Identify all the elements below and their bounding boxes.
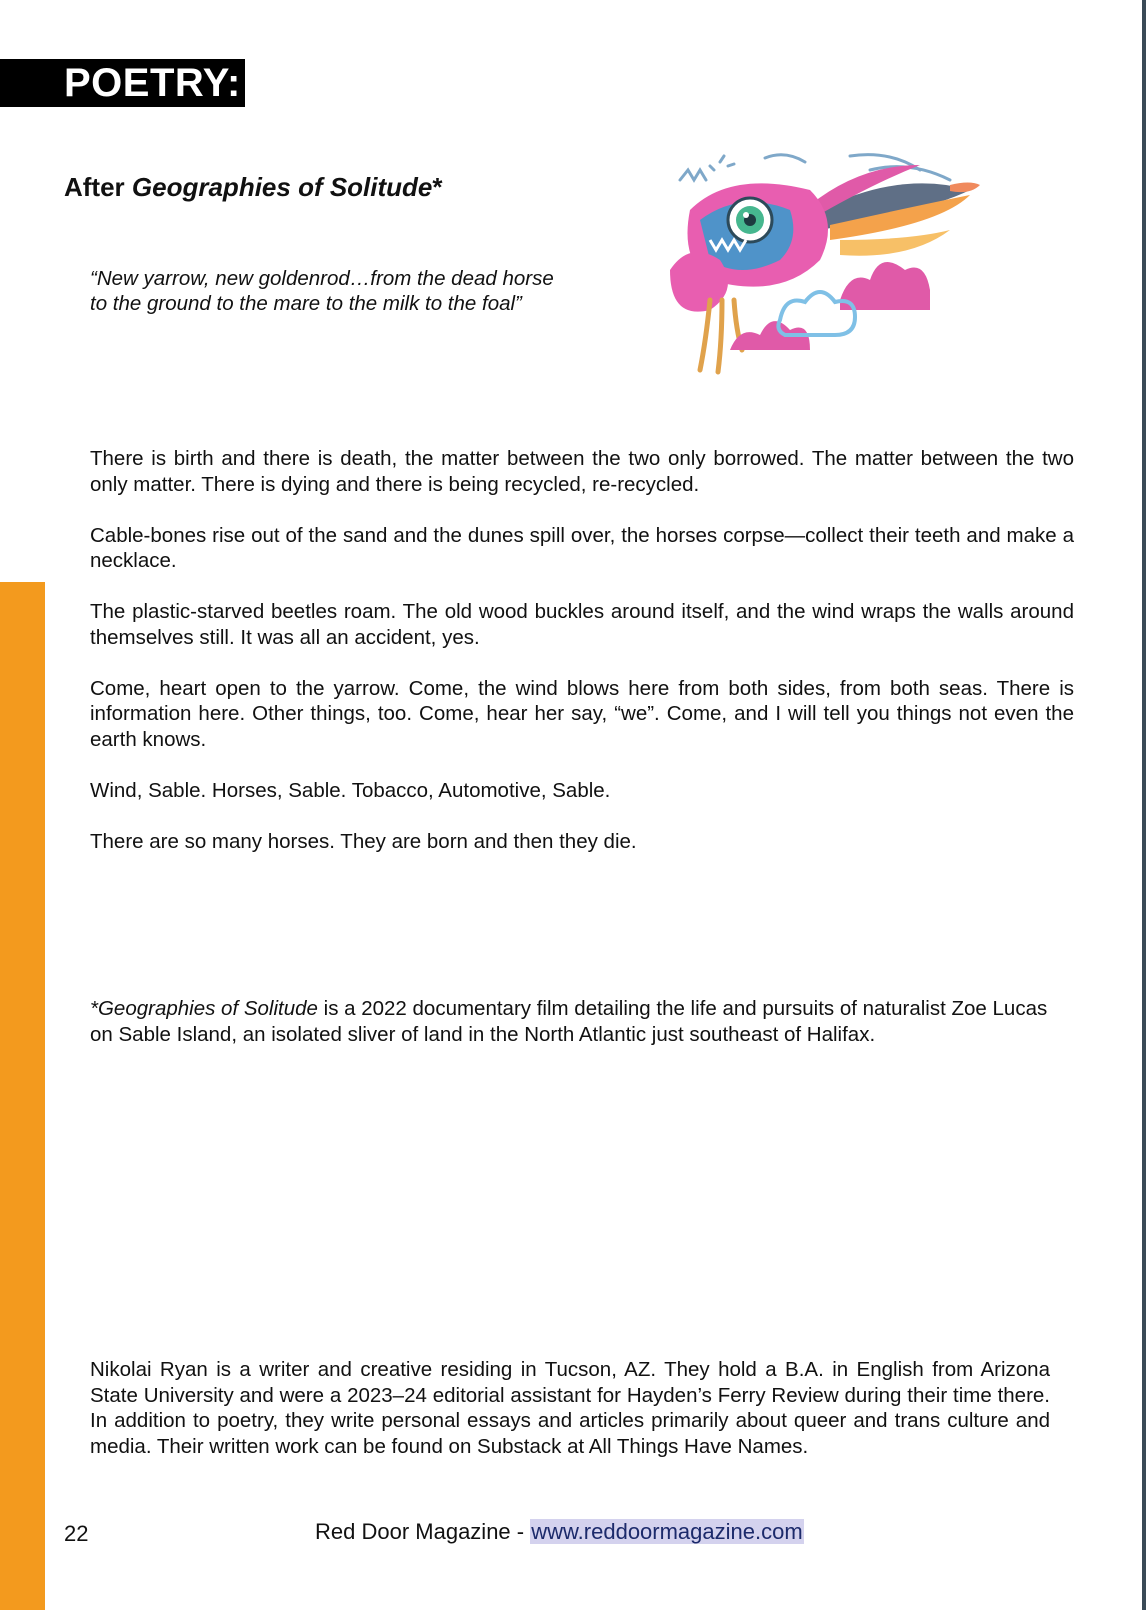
epigraph-line: “New yarrow, new goldenrod…from the dead horse	[90, 267, 554, 290]
epigraph-line: to the ground to the mare to the milk to the foal”	[90, 292, 522, 315]
poem-title-prefix: After	[64, 172, 132, 202]
stanza: There are so many horses. They are born and then they die.	[90, 829, 637, 853]
footnote	[90, 996, 1074, 1047]
poem-title-italic: Geographies of Solitude	[131, 172, 433, 202]
section-tag: POETRY:	[0, 59, 245, 107]
footnote-film-title: *Geographies of Solitude	[90, 997, 318, 1020]
page-number: 22	[64, 1521, 89, 1546]
orange-accent-bar	[0, 582, 45, 1610]
stanza: Come, heart open to the yarrow. Come, the wind blows here from both sides, from both seas. There is information here. Other things, too. Come, hear her say, “we”. Come, and I will tell you things not even the earth knows.	[90, 676, 1074, 751]
tail-feathers	[810, 165, 980, 256]
page-edge-rule	[1142, 0, 1146, 1610]
magazine-name: Red Door Magazine -	[315, 1519, 531, 1544]
magazine-url-link[interactable]: www.reddoormagazine.com	[531, 1519, 803, 1544]
poem-body	[90, 446, 1074, 880]
page-footer	[315, 1518, 804, 1546]
epigraph	[90, 266, 650, 316]
author-bio: Nikolai Ryan is a writer and creative residing in Tucson, AZ. They hold a B.A. in English from Arizona State University and were a 2023–24 editorial assistant for Hayden’s Ferry Review during their time there. In addition to poetry, they write personal essays and articles primarily about queer and trans culture and media. Their written work can be found on Substack at All Things Have Names.	[90, 1358, 1050, 1458]
stanza: Wind, Sable. Horses, Sable. Tobacco, Automotive, Sable.	[90, 778, 611, 802]
stanza: The plastic-starved beetles roam. The old wood buckles around itself, and the wind wraps the walls around themselves still. It was all an accident, yes.	[90, 600, 1074, 649]
poem-title	[64, 172, 443, 203]
footnote-text: is a 2022 documentary film detailing the life and pursuits of naturalist Zoe Lucas on Sable Island, an isolated sliver of land in the North Atlantic just southeast of Halifax.	[90, 997, 1048, 1046]
poem-title-suffix: *	[432, 172, 443, 202]
stanza: Cable-bones rise out of the sand and the dunes spill over, the horses corpse—collect their teeth and make a necklace.	[90, 523, 1074, 572]
stanza: There is birth and there is death, the matter between the two only borrowed. The matter between the two only matter. There is dying and there is being recycled, re-recycled.	[90, 447, 1074, 496]
creature-illustration	[670, 150, 1010, 390]
